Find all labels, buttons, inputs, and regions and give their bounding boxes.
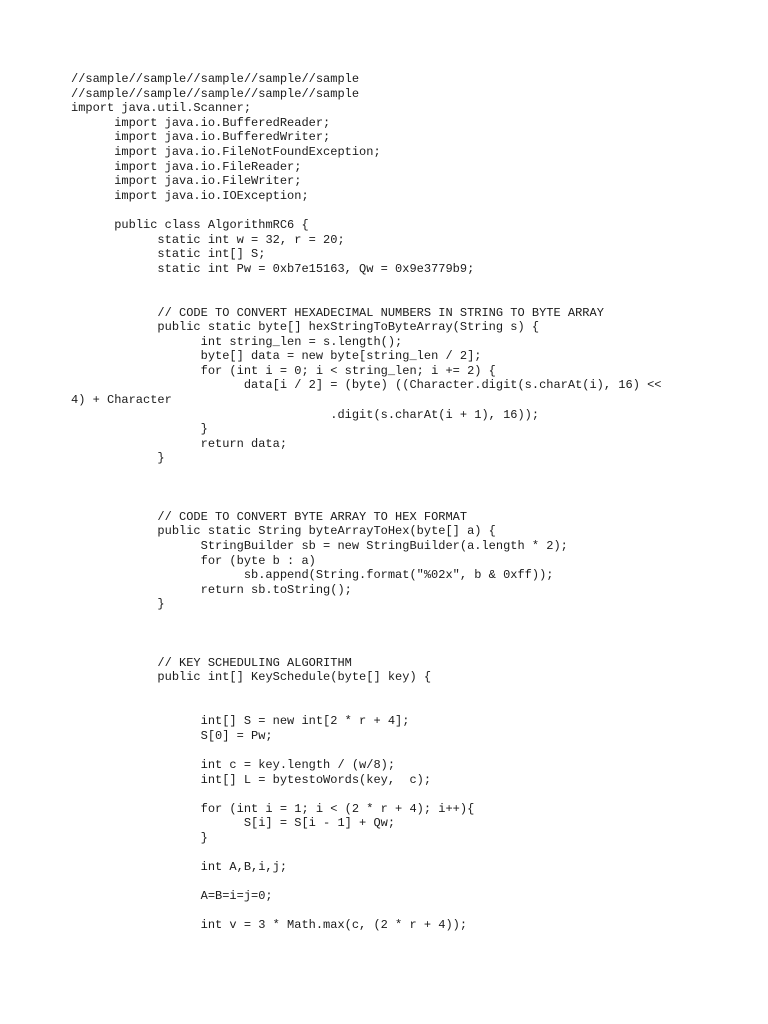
code-line — [71, 845, 711, 860]
code-line: // CODE TO CONVERT BYTE ARRAY TO HEX FORMAT — [71, 509, 468, 524]
code-line — [71, 743, 711, 758]
code-line: sb.append(String.format("%02x", b & 0xff)); — [71, 568, 554, 583]
code-line: int v = 3 * Math.max(c, (2 * r + 4)); — [71, 918, 468, 933]
code-line: 4) + Character — [71, 393, 172, 408]
code-line: // KEY SCHEDULING ALGORITHM — [71, 655, 352, 670]
code-line: for (int i = 1; i < (2 * r + 4); i++){ — [71, 801, 475, 816]
code-line: import java.io.FileWriter; — [71, 174, 302, 189]
code-line: for (byte b : a) — [71, 553, 316, 568]
code-line: } — [71, 830, 208, 845]
code-line — [71, 685, 711, 700]
code-line: static int w = 32, r = 20; — [71, 232, 345, 247]
code-line: import java.io.FileReader; — [71, 159, 302, 174]
code-line: } — [71, 451, 165, 466]
code-line — [71, 481, 711, 496]
code-line: import java.io.BufferedReader; — [71, 115, 331, 130]
code-line: int[] S = new int[2 * r + 4]; — [71, 714, 410, 729]
code-line: public static byte[] hexStringToByteArray(String s) { — [71, 320, 540, 335]
code-line: return sb.toString(); — [71, 582, 352, 597]
code-line: int[] L = bytestoWords(key, c); — [71, 772, 432, 787]
code-block — [71, 72, 711, 933]
code-line: import java.io.IOException; — [71, 188, 309, 203]
code-line — [71, 291, 711, 306]
code-line: //sample//sample//sample//sample//sample — [71, 86, 360, 101]
code-line: // CODE TO CONVERT HEXADECIMAL NUMBERS IN STRING TO BYTE ARRAY — [71, 305, 604, 320]
code-line: data[i / 2] = (byte) ((Character.digit(s.charAt(i), 16) << — [71, 378, 662, 393]
code-line: //sample//sample//sample//sample//sample — [71, 72, 360, 86]
code-line — [71, 466, 711, 481]
code-line: } — [71, 597, 165, 612]
code-line: for (int i = 0; i < string_len; i += 2) { — [71, 363, 496, 378]
code-line: S[i] = S[i - 1] + Qw; — [71, 816, 396, 831]
code-line — [71, 875, 711, 890]
code-line: public class AlgorithmRC6 { — [71, 217, 309, 232]
code-line — [71, 627, 711, 642]
code-line: int c = key.length / (w/8); — [71, 757, 396, 772]
code-line: return data; — [71, 436, 288, 451]
code-line — [71, 904, 711, 919]
code-line: static int Pw = 0xb7e15163, Qw = 0x9e3779b9; — [71, 261, 475, 276]
code-line: public int[] KeySchedule(byte[] key) { — [71, 670, 432, 685]
code-line: A=B=i=j=0; — [71, 889, 273, 904]
code-line — [71, 641, 711, 656]
code-line: static int[] S; — [71, 247, 266, 262]
code-line — [71, 495, 711, 510]
code-line: int string_len = s.length(); — [71, 334, 403, 349]
code-line: import java.util.Scanner; — [71, 101, 252, 116]
code-line: S[0] = Pw; — [71, 728, 273, 743]
code-line — [71, 203, 711, 218]
code-line: .digit(s.charAt(i + 1), 16)); — [71, 407, 540, 422]
code-line: public static String byteArrayToHex(byte[] a) { — [71, 524, 496, 539]
code-line: StringBuilder sb = new StringBuilder(a.length * 2); — [71, 539, 568, 553]
code-line — [71, 276, 711, 291]
code-line: byte[] data = new byte[string_len / 2]; — [71, 349, 482, 364]
code-line: } — [71, 422, 208, 437]
code-line — [71, 787, 711, 802]
code-line: import java.io.BufferedWriter; — [71, 130, 331, 145]
code-line — [71, 612, 711, 627]
code-line: import java.io.FileNotFoundException; — [71, 144, 381, 159]
code-line — [71, 700, 711, 715]
code-line: int A,B,i,j; — [71, 860, 288, 875]
